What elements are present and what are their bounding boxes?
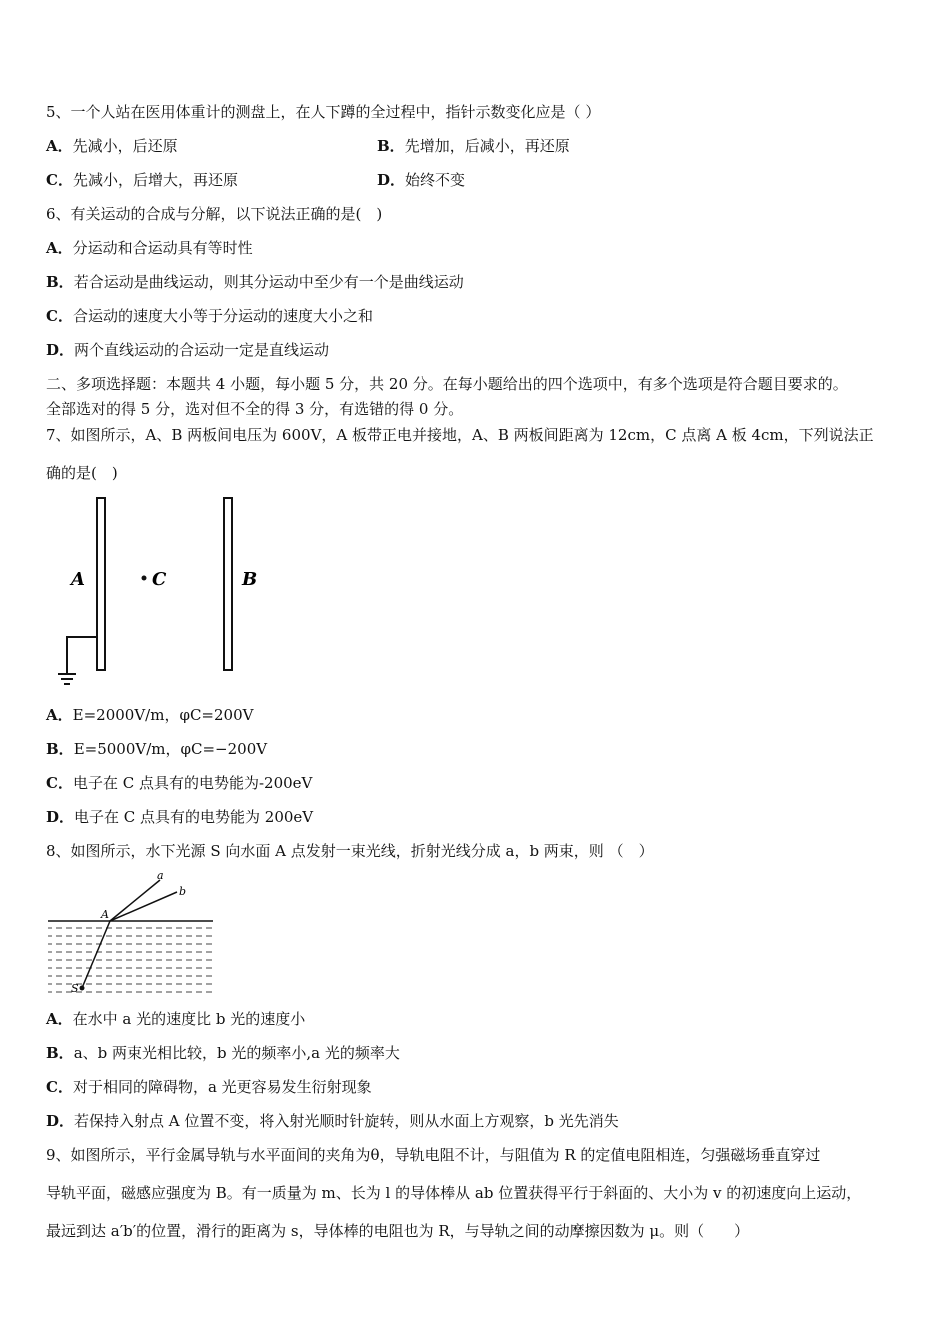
- q7-option-b: B．E=5000V/m，φC=−200V: [46, 740, 268, 758]
- q7-stem-line1: 7、如图所示，A、B 两板间电压为 600V，A 板带正电并接地，A、B 两板间距离为 12cm，C 点离 A 板 4cm，下列说法正: [46, 426, 874, 444]
- ground-icon: [58, 637, 97, 684]
- plate-b-label: B: [242, 569, 258, 590]
- q5-option-a: A．先减小，后还原: [46, 137, 178, 155]
- q9-line2: 导轨平面，磁感应强度为 B。有一质量为 m、长为 l 的导体棒从 ab 位置获得平行于斜面的、大小为 v 的初速度向上运动，: [46, 1184, 862, 1202]
- q8-option-a: A．在水中 a 光的速度比 b 光的速度小: [46, 1010, 306, 1028]
- section2-line1: 二、多项选择题：本题共 4 小题，每小题 5 分，共 20 分。在每小题给出的四个选项中，有多个选项是符合题目要求的。: [46, 375, 848, 393]
- ray-a: [110, 880, 160, 921]
- q5-option-d: D．始终不变: [377, 171, 466, 189]
- q8-option-b: B．a、b 两束光相比较，b 光的频率小,a 光的频率大: [46, 1044, 400, 1062]
- point-a-label: A: [101, 908, 109, 921]
- plate-a-label: A: [71, 569, 85, 590]
- q5-option-c: C．先减小，后增大，再还原: [46, 171, 238, 189]
- q5-stem: 5、一个人站在医用体重计的测盘上，在人下蹲的全过程中，指针示数变化应是（ ）: [46, 103, 601, 121]
- q9-line1: 9、如图所示，平行金属导轨与水平面间的夹角为θ，导轨电阻不计，与阻值为 R 的定值电阻相连，匀强磁场垂直穿过: [46, 1146, 821, 1164]
- q7-option-d: D．电子在 C 点具有的电势能为 200eV: [46, 808, 314, 826]
- q8-stem: 8、如图所示，水下光源 S 向水面 A 点发射一束光线，折射光线分成 a，b 两束，则 （ ）: [46, 842, 654, 860]
- q5-option-b: B．先增加，后减小，再还原: [377, 137, 570, 155]
- source-s-label: S: [71, 982, 79, 995]
- q7-option-c: C．电子在 C 点具有的电势能为-200eV: [46, 774, 313, 792]
- q8-option-d: D．若保持入射点 A 位置不变，将入射光顺时针旋转，则从水面上方观察，b 光先消失: [46, 1112, 619, 1130]
- q6-option-c: C．合运动的速度大小等于分运动的速度大小之和: [46, 307, 373, 325]
- q6-option-a: A．分运动和合运动具有等时性: [46, 239, 253, 257]
- ray-a-label: a: [157, 869, 164, 882]
- q8-refraction-figure: [46, 868, 216, 1000]
- ray-b: [110, 892, 177, 921]
- q7-option-a: A．E=2000V/m，φC=200V: [46, 706, 254, 724]
- plate-a: [97, 498, 105, 670]
- q7-stem-line2: 确的是( ): [46, 464, 118, 482]
- plate-b: [224, 498, 232, 670]
- q9-line3: 最远到达 a′b′的位置，滑行的距离为 s，导体棒的电阻也为 R，与导轨之间的动摩擦因数为 μ。则（ ）: [46, 1222, 750, 1240]
- section2-line2: 全部选对的得 5 分，选对但不全的得 3 分，有选错的得 0 分。: [46, 400, 464, 418]
- point-c: [142, 576, 147, 581]
- point-c-label: C: [152, 569, 167, 590]
- q6-stem: 6、有关运动的合成与分解，以下说法正确的是( ): [46, 205, 383, 223]
- q8-option-c: C．对于相同的障碍物，a 光更容易发生衍射现象: [46, 1078, 372, 1096]
- source-s: [80, 986, 85, 991]
- q6-option-d: D．两个直线运动的合运动一定是直线运动: [46, 341, 330, 359]
- q6-option-b: B．若合运动是曲线运动，则其分运动中至少有一个是曲线运动: [46, 273, 464, 291]
- q7-capacitor-figure: [46, 490, 276, 695]
- ray-b-label: b: [179, 885, 187, 898]
